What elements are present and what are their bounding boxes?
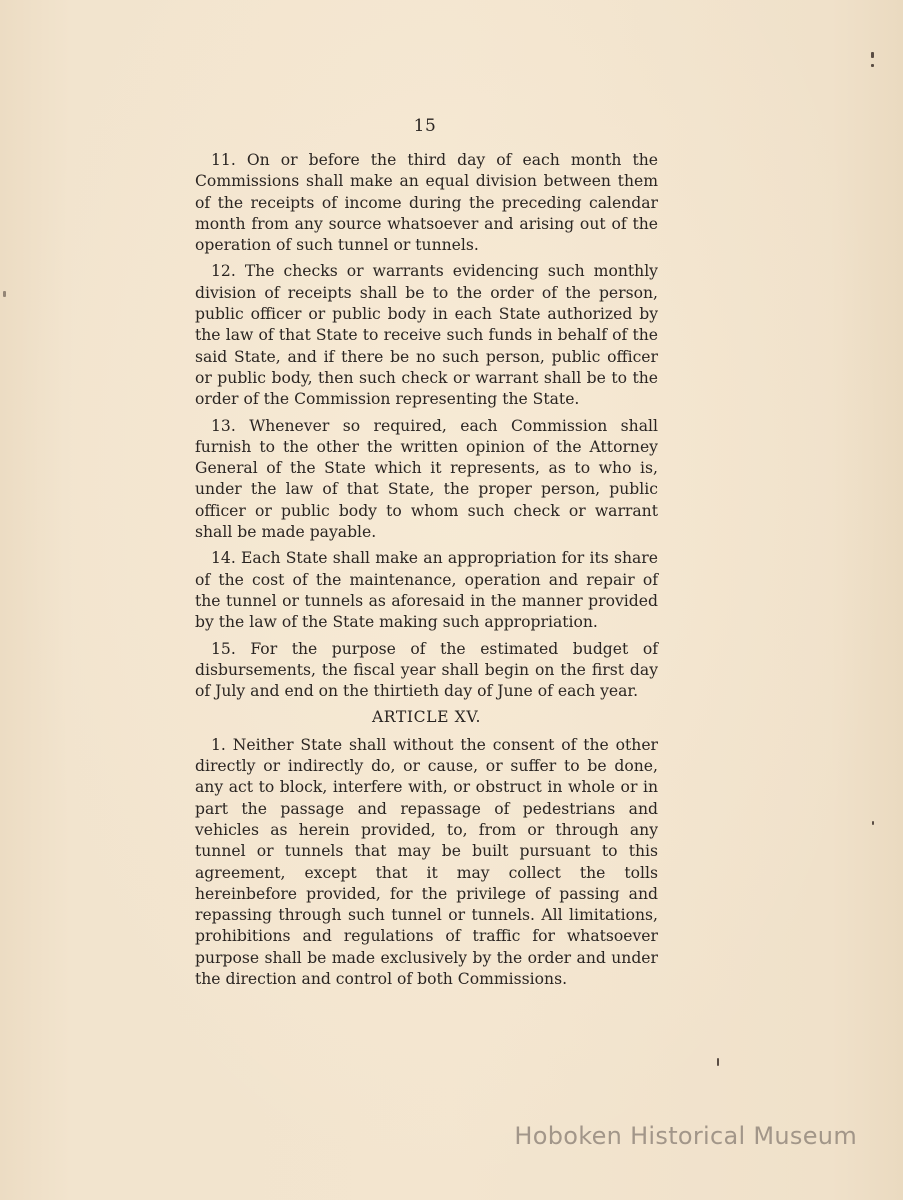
paper-speck [3,291,6,297]
paragraph-14: 14. Each State shall make an appropriation for its share of the cost of the maintenance, operation and repair of the tunnel or tunnels as aforesaid in the manner provided by the law of the State making such appropriation. [195,549,658,632]
paper-speck [717,1058,719,1066]
article-heading: ARTICLE XV. [371,708,482,727]
article-paragraph-1: 1. Neither State shall without the consent of the other directly or indirectly do, or cause, or suffer to be done, any act to block, interfere with, or obstruct in whole or in part the passage and repassage of pedestrians and vehicles as herein provided, to, from or through any tunnel or tunnels that may be built pursuant to this agreement, except that it may collect the tolls hereinbefore provided, for the privilege of passing and repassing through such tunnel or tunnels. All limitations, prohibitions and regulations of traffic for whatsoever purpose shall be made exclusively by the order and under the direction and control of both Commissions. [195,735,658,988]
page-number: 15 [413,116,437,136]
paragraph-15: 15. For the purpose of the estimated budget of disbursements, the fiscal year shall begin on the first day of July and end on the thirtieth day of June of each year. [195,639,658,701]
document-body [195,150,658,995]
paper-speck [872,821,874,825]
paper-speck [871,52,874,58]
paragraph-13: 13. Whenever so required, each Commission shall furnish to the other the written opinion of the Attorney General of the State which it represents, as to who is, under the law of that State, the proper person, public officer or public body to whom such check or warrant shall be made payable. [195,416,658,542]
paragraph-12: 12. The checks or warrants evidencing such monthly division of receipts shall be to the order of the person, public officer or public body in each State authorized by the law of that State to receive such funds in behalf of the said State, and if there be no such person, public officer or public body, then such check or warrant shall be to the order of the Commission representing the State. [195,262,658,409]
paper-speck [871,64,874,67]
museum-watermark: Hoboken Historical Museum [514,1122,857,1150]
paragraph-11: 11. On or before the third day of each month the Commissions shall make an equal division between them of the receipts of income during the preceding calendar month from any source whatsoever and arising out of the operation of such tunnel or tunnels. [195,151,658,255]
